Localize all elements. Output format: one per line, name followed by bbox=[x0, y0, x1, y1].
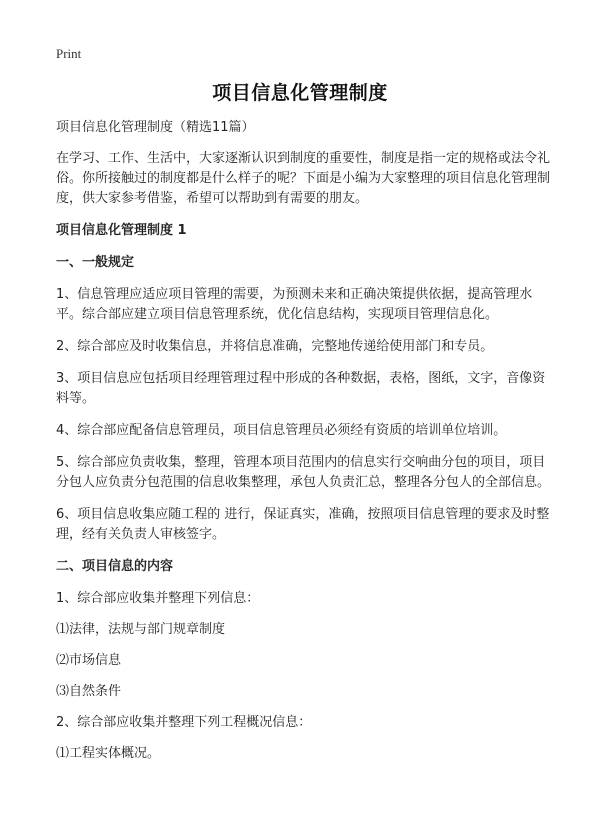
document-subtitle: 项目信息化管理制度（精选11篇） bbox=[56, 120, 255, 135]
print-link[interactable]: Print bbox=[56, 46, 82, 61]
part1-item: 6、项目信息收集应随工程的 进行，保证真实，准确，按照项目信息管理的要求及时整理，经有关负责人审核签字。 bbox=[56, 507, 550, 542]
part1-heading: 一、一般规定 bbox=[56, 255, 135, 270]
part1-item: 1、信息管理应适应项目管理的需要，为预测未来和正确决策提供依据，提高管理水平。综合部应建立项目信息管理系统，优化信息结构，实现项目管理信息化。 bbox=[56, 287, 533, 322]
section-heading: 项目信息化管理制度 1 bbox=[56, 223, 187, 238]
part1-item: 4、综合部应配备信息管理员，项目信息管理员必须经有资质的培训单位培训。 bbox=[56, 423, 507, 438]
part2-item: ⑴法律，法规与部门规章制度 bbox=[56, 622, 226, 637]
part2-item: ⑶自然条件 bbox=[56, 684, 122, 699]
part2-item: ⑵市场信息 bbox=[56, 653, 122, 668]
part2-item: 1、综合部应收集并整理下列信息： bbox=[56, 591, 260, 606]
part1-item: 2、综合部应及时收集信息，并将信息准确，完整地传递给使用部门和专员。 bbox=[56, 339, 494, 354]
intro-paragraph: 在学习、工作、生活中，大家逐渐认识到制度的重要性，制度是指一定的规格或法令礼俗。你所接触过的制度都是什么样子的呢？下面是小编为大家整理的项目信息化管理制度，供大家参考借鉴，希望可以帮助到有需要的朋友。 bbox=[56, 151, 551, 206]
part2-item: 2、综合部应收集并整理下列工程概况信息： bbox=[56, 715, 312, 730]
part1-item: 5、综合部应负责收集，整理，管理本项目范围内的信息实行交响曲分包的项目，项目分包人应负责分包范围的信息收集整理，承包人负责汇总，整理各分包人的全部信息。 bbox=[56, 455, 551, 490]
document-body bbox=[56, 118, 552, 775]
part2-heading: 二、项目信息的内容 bbox=[56, 559, 174, 574]
part2-item: ⑴工程实体概况。 bbox=[56, 746, 161, 761]
part1-item: 3、项目信息应包括项目经理管理过程中形成的各种数据，表格，图纸，文字，音像资料等。 bbox=[56, 371, 546, 406]
document-title: 项目信息化管理制度 bbox=[212, 82, 388, 104]
